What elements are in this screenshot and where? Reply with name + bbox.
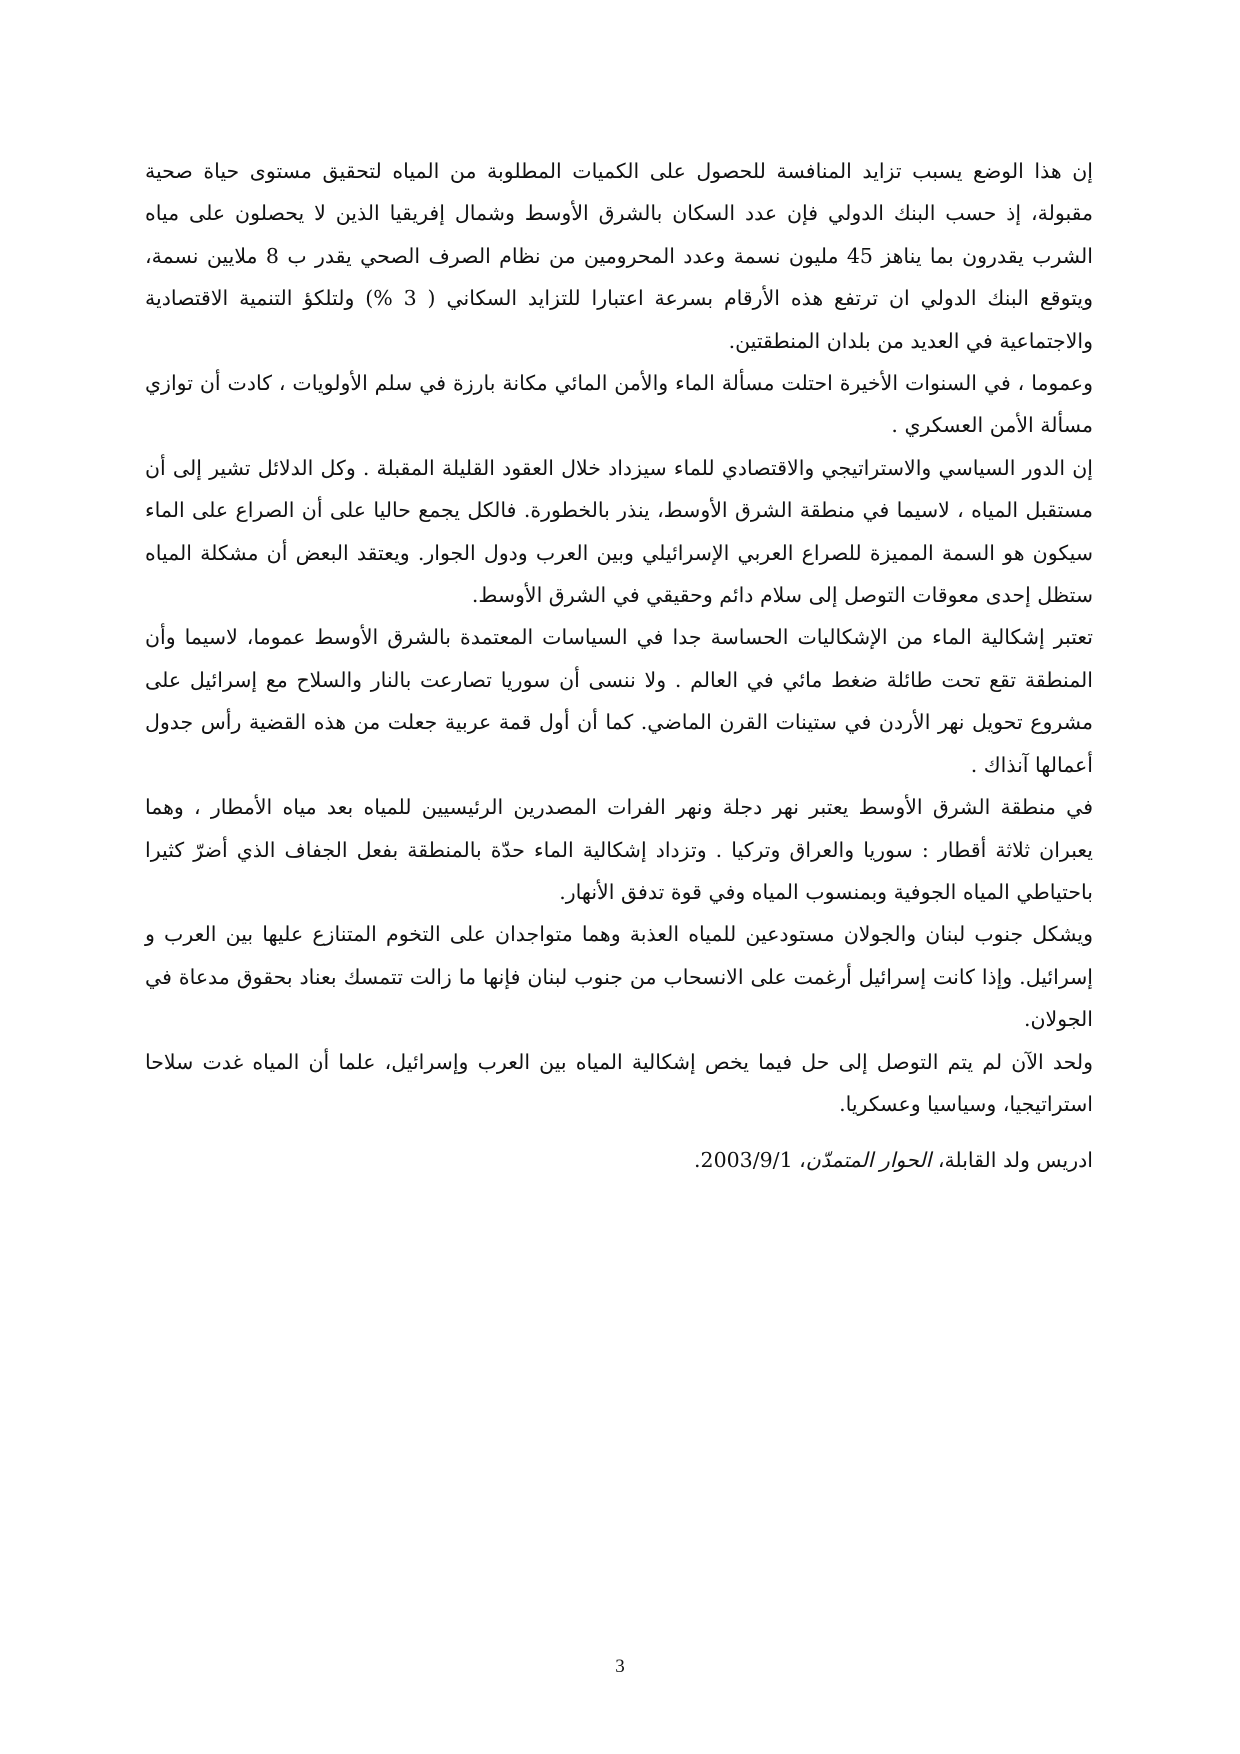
source-citation — [145, 1139, 1093, 1181]
citation-publication: الحوار المتمدّن — [805, 1148, 932, 1173]
paragraph-6: ويشكل جنوب لبنان والجولان مستودعين للمياه العذبة وهما متواجدان على التخوم المتنازع عليها بين العرب و إسرائيل. وإذا كانت إسرائيل أرغمت على الانسحاب من جنوب لبنان فإنها ما زالت تتمسك بعناد بحقوق مدعاة في الجولان. — [145, 922, 1093, 1032]
paragraph-7: ولحد الآن لم يتم التوصل إلى حل فيما يخص إشكالية المياه بين العرب وإسرائيل، علما أن المياه غدت سلاحا استراتيجيا، وسياسيا وعسكريا. — [145, 1049, 1093, 1116]
paragraph-1: إن هذا الوضع يسبب تزايد المنافسة للحصول على الكميات المطلوبة من المياه لتحقيق مستوى حياة صحية مقبولة، إذ حسب البنك الدولي فإن عدد السكان بالشرق الأوسط وشمال إفريقيا الذين لا يحصلون على مياه الشرب يقدرون بما يناهز 45 مليون نسمة وعدد المحرومين من نظام الصرف الصحي يقدر ب 8 ملايين نسمة، ويتوقع البنك الدولي ان ترتفع هذه الأرقام بسرعة اعتبارا للتزايد السكاني ( 3 %) ولتلكؤ التنمية الاقتصادية والاجتماعية في العديد من بلدان المنطقتين. — [145, 159, 1093, 353]
paragraph-4: تعتبر إشكالية الماء من الإشكاليات الحساسة جدا في السياسات المعتمدة بالشرق الأوسط عموما، لاسيما وأن المنطقة تقع تحت طائلة ضغط مائي في العالم . ولا ننسى أن سوريا تصارعت بالنار والسلاح مع إسرائيل على مشروع تحويل نهر الأردن في ستينات القرن الماضي. كما أن أول قمة عربية جعلت من هذه القضية رأس جدول أعمالها آنذاك . — [145, 625, 1093, 777]
paragraph-5: في منطقة الشرق الأوسط يعتبر نهر دجلة ونهر الفرات المصدرين الرئيسيين للمياه بعد مياه الأمطار ، وهما يعبران ثلاثة أقطار : سوريا والعراق وتركيا . وتزداد إشكالية الماء حدّة بالمنطقة بفعل الجفاف الذي أضرّ كثيرا باحتياطي المياه الجوفية وبمنسوب المياه وفي قوة تدفق الأنهار. — [145, 795, 1093, 904]
paragraph-2: وعموما ، في السنوات الأخيرة احتلت مسألة الماء والأمن المائي مكانة بارزة في سلم الأولويات ، كادت أن توازي مسألة الأمن العسكري . — [145, 371, 1093, 438]
document-body — [145, 150, 1093, 1181]
citation-date: ، 2003/9/1. — [694, 1148, 806, 1173]
page-number: 3 — [615, 1656, 625, 1677]
citation-author: ادريس ولد القابلة، — [937, 1148, 1093, 1173]
paragraph-3: إن الدور السياسي والاستراتيجي والاقتصادي للماء سيزداد خلال العقود القليلة المقبلة . وكل الدلائل تشير إلى أن مستقبل المياه ، لاسيما في منطقة الشرق الأوسط، ينذر بالخطورة. فالكل يجمع حاليا على أن الصراع على الماء سيكون هو السمة المميزة للصراع العربي الإسرائيلي وبين العرب ودول الجوار. ويعتقد البعض أن مشكلة المياه ستظل إحدى معوقات التوصل إلى سلام دائم وحقيقي في الشرق الأوسط. — [145, 455, 1093, 608]
